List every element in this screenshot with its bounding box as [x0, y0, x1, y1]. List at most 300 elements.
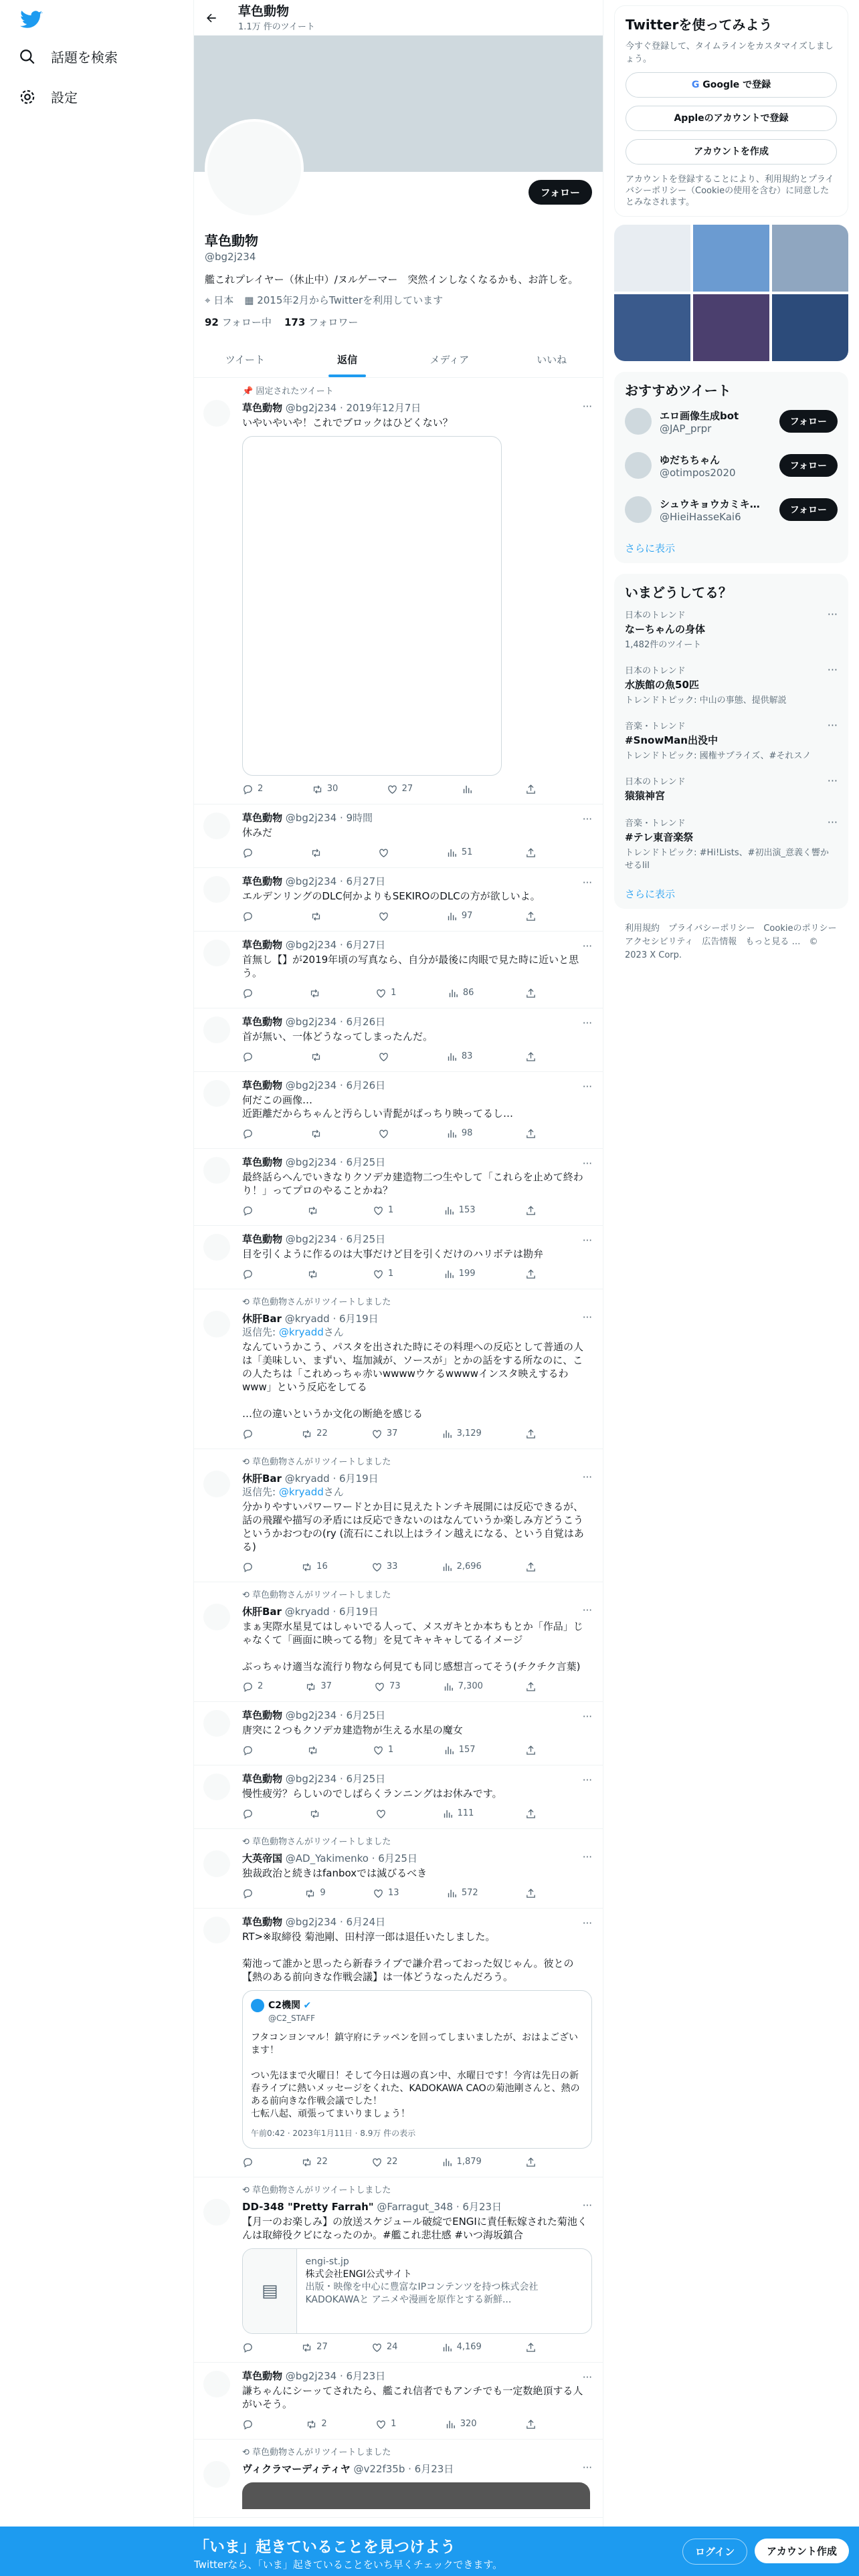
author-name[interactable]: 草色動物 [242, 1233, 283, 1245]
tweet-item[interactable] [194, 1226, 603, 1289]
tweet-date[interactable]: 2019年12月7日 [346, 402, 421, 414]
recommended-user[interactable] [625, 488, 838, 532]
avatar[interactable] [203, 1234, 230, 1261]
views-button[interactable] [444, 1743, 476, 1757]
like-button[interactable] [375, 1807, 391, 1820]
like-button[interactable] [371, 2155, 398, 2169]
reply-button[interactable] [242, 1267, 258, 1281]
more-options-icon[interactable]: ··· [582, 1311, 592, 1323]
media-thumb[interactable] [693, 225, 769, 292]
author-name[interactable]: 草色動物 [242, 939, 283, 951]
follow-user-button[interactable]: フォロー [779, 410, 838, 433]
tweet-item[interactable] [194, 1829, 603, 1909]
retweet-button[interactable] [309, 1807, 324, 1820]
share-button[interactable] [525, 1680, 537, 1693]
tweet-date[interactable]: 6月23日 [462, 2201, 502, 2213]
reply-button[interactable] [242, 1127, 258, 1140]
author-name[interactable]: 草色動物 [242, 812, 283, 824]
follow-user-button[interactable]: フォロー [779, 454, 838, 477]
tweet-item[interactable] [194, 2440, 603, 2518]
tweet-actions [242, 846, 537, 859]
avatar[interactable] [203, 1311, 230, 1337]
replying-to-suffix: さん [323, 1326, 344, 1338]
avatar[interactable] [203, 1774, 230, 1800]
tweet-item[interactable] [194, 379, 603, 804]
views-button[interactable] [446, 1050, 473, 1063]
avatar[interactable] [203, 400, 230, 427]
avatar[interactable] [203, 1016, 230, 1043]
like-button[interactable] [373, 1267, 393, 1281]
retweet-icon [310, 1128, 322, 1140]
like-button[interactable] [375, 986, 396, 1000]
tweet-date[interactable]: 6月25日 [346, 1156, 386, 1168]
media-thumb[interactable] [693, 294, 769, 361]
retweet-button[interactable] [310, 846, 326, 859]
pinned-label [242, 385, 592, 399]
tweet-date[interactable]: 6月26日 [346, 1016, 386, 1028]
author-handle: @bg2j234 [285, 1773, 337, 1785]
retweet-button[interactable] [310, 909, 326, 923]
reply-icon [242, 1051, 254, 1063]
tweet-date[interactable]: 6月19日 [339, 1473, 379, 1485]
login-button[interactable]: ログイン [682, 2539, 747, 2565]
author-name[interactable]: 草色動物 [242, 1079, 283, 1091]
author-name[interactable]: 草色動物 [242, 1916, 283, 1928]
author-name[interactable]: 休肝Bar [242, 1313, 282, 1325]
more-options-icon[interactable]: ··· [582, 1604, 592, 1616]
retweet-button[interactable] [301, 1560, 328, 1574]
signup-button[interactable]: アカウント作成 [755, 2539, 849, 2563]
tab-likes[interactable]: いいね [537, 354, 567, 366]
reply-button[interactable] [242, 1427, 258, 1440]
retweet-context [242, 2446, 592, 2460]
more-options-icon[interactable]: ··· [582, 1017, 592, 1029]
avatar[interactable] [203, 940, 230, 966]
tweet-actions [242, 1560, 537, 1574]
heart-icon [373, 1269, 384, 1280]
reply-button[interactable] [242, 2155, 258, 2169]
retweet-button[interactable] [307, 1743, 322, 1757]
tweet-date[interactable]: 6月25日 [346, 1709, 386, 1721]
tweet-text: いやいやいや！これでブロックはひどくない？ [242, 417, 453, 429]
share-button[interactable] [525, 1267, 537, 1281]
apple-signup-button[interactable] [626, 106, 837, 131]
author-handle: @bg2j234 [285, 1709, 337, 1721]
retweet-button[interactable] [309, 986, 324, 1000]
reply-icon [242, 911, 254, 922]
retweet-context [242, 1836, 592, 1849]
tweet-date[interactable]: 6月25日 [378, 1852, 417, 1864]
share-button[interactable] [525, 986, 537, 1000]
article-icon: ▤ [261, 2281, 278, 2301]
reply-icon [242, 2157, 254, 2168]
tweet-actions [242, 1887, 537, 1900]
twitter-bird-icon[interactable] [20, 8, 43, 31]
tab-tweets[interactable]: ツイート [225, 354, 265, 366]
views-button[interactable] [446, 909, 473, 923]
retweet-icon [305, 1681, 316, 1693]
views-button[interactable] [442, 2341, 482, 2354]
analytics-icon [444, 1745, 455, 1756]
tweet-date[interactable]: 6月25日 [346, 1233, 386, 1245]
tweet-image[interactable] [242, 436, 502, 776]
tweet-item[interactable] [194, 1909, 603, 2177]
reply-button[interactable] [242, 909, 258, 923]
retweet-icon: ⟲ [242, 2185, 253, 2195]
more-options-icon[interactable]: ··· [582, 877, 592, 889]
trend-item[interactable] [625, 601, 838, 657]
author-name[interactable]: 草色動物 [242, 1709, 283, 1721]
tweet-header [242, 1709, 592, 1722]
share-button[interactable] [525, 909, 537, 923]
trend-name: #SnowMan出没中 [625, 734, 718, 746]
tweet-actions [242, 1267, 537, 1281]
quoted-tweet[interactable] [242, 1990, 592, 2149]
more-options-icon[interactable]: ··· [582, 401, 592, 413]
back-arrow-icon[interactable] [205, 11, 218, 25]
avatar[interactable] [203, 876, 230, 903]
like-button[interactable] [371, 1427, 398, 1440]
reply-button[interactable] [242, 2418, 258, 2431]
author-name[interactable]: 草色動物 [242, 875, 283, 887]
recommended-user[interactable] [625, 399, 838, 443]
replying-to-handle[interactable]: @kryadd [278, 1486, 324, 1498]
tweet-image[interactable] [242, 2482, 590, 2509]
tweet-item[interactable] [194, 2177, 603, 2363]
reply-button[interactable] [242, 1050, 258, 1063]
tweet-text: 最終話らへんでいきなりクソデカ建造物二つ生やして「これらを止めて終わり！」ってプロのやることかね？ [242, 1171, 583, 1196]
reply-button[interactable] [242, 2341, 258, 2354]
views-button[interactable] [448, 986, 474, 1000]
footer-links[interactable]: 利用規約 プライバシーポリシー Cookieのポリシー アクセシビリティ 広告情報 もっと見る … © 2023 X Corp. [625, 924, 846, 960]
views-button[interactable] [446, 1127, 473, 1140]
tweet-item[interactable] [194, 1765, 603, 1829]
share-button[interactable] [525, 782, 537, 796]
google-signup-button[interactable] [626, 72, 837, 98]
more-options-icon[interactable]: ··· [827, 774, 838, 787]
share-icon [525, 1562, 537, 1573]
share-button[interactable] [525, 1887, 537, 1900]
retweet-button[interactable] [301, 2155, 328, 2169]
more-options-icon[interactable]: ··· [582, 2199, 592, 2212]
share-button[interactable] [525, 1204, 537, 1217]
tweet-item[interactable] [194, 1072, 603, 1149]
views-button[interactable] [446, 846, 473, 859]
share-button[interactable] [525, 1127, 537, 1140]
pin-icon: 📌 [242, 387, 256, 397]
tweet-date[interactable]: 6月23日 [414, 2463, 454, 2475]
replying-to-handle[interactable]: @kryadd [278, 1326, 324, 1338]
retweet-context-text: 草色動物さんがリツイートしました [252, 1297, 391, 1307]
separator: · [453, 2201, 463, 2213]
avatar[interactable] [203, 2461, 230, 2488]
author-name[interactable]: 休肝Bar [242, 1473, 282, 1485]
retweet-button[interactable] [306, 2418, 326, 2431]
user-avatar[interactable] [625, 496, 652, 523]
tweet-item[interactable] [194, 932, 603, 1008]
retweet-button[interactable] [305, 1680, 332, 1693]
tweet-item[interactable] [194, 1449, 603, 1582]
separator: · [337, 1079, 347, 1091]
like-button[interactable] [378, 909, 393, 923]
author-name[interactable]: DD-348 "Pretty Farrah" [242, 2201, 374, 2213]
more-options-icon[interactable]: ··· [827, 663, 838, 676]
media-thumb[interactable] [772, 294, 848, 361]
tweet-text: 休みだ [242, 827, 273, 839]
avatar[interactable] [203, 1917, 230, 1943]
avatar[interactable] [203, 1710, 230, 1737]
retweet-button[interactable] [301, 1427, 328, 1440]
tweet-header [242, 2462, 592, 2476]
tweet-item[interactable] [194, 868, 603, 932]
follow-button[interactable]: フォロー [529, 180, 592, 205]
author-name[interactable]: 草色動物 [242, 1156, 283, 1168]
reply-button[interactable] [242, 1887, 258, 1900]
replying-to-prefix: 返信先: [242, 1326, 279, 1338]
more-options-icon[interactable]: ··· [582, 1471, 592, 1483]
tweet-text: エルデンリングのDLC何かよりもSEKIROのDLCの方が欲しいよ。 [242, 890, 541, 902]
like-button[interactable] [378, 1127, 393, 1140]
author-handle: @AD_Yakimenko [285, 1852, 369, 1864]
retweet-button[interactable] [307, 1204, 322, 1217]
media-thumb[interactable] [772, 225, 848, 292]
more-options-icon[interactable]: ··· [582, 1158, 592, 1170]
trend-item[interactable] [625, 809, 838, 877]
trend-category: 音楽・トレンド [625, 819, 686, 829]
views-count: 157 [458, 1745, 476, 1755]
separator: · [337, 875, 347, 887]
tweet-actions [242, 1807, 537, 1820]
reply-button[interactable] [242, 1560, 258, 1574]
retweet-button[interactable] [301, 2341, 328, 2354]
more-options-icon[interactable]: ··· [582, 940, 592, 952]
analytics-icon [446, 1051, 458, 1063]
avatar[interactable] [203, 2371, 230, 2397]
followers-link[interactable] [284, 316, 358, 328]
author-name[interactable]: 大英帝国 [242, 1852, 283, 1864]
analytics-icon [442, 1428, 453, 1440]
tweet-date[interactable]: 6月19日 [339, 1313, 379, 1325]
share-button[interactable] [525, 1560, 537, 1574]
join-date [244, 293, 443, 307]
like-button[interactable] [374, 1680, 401, 1693]
quoted-text: フタコンヨンマル！鎮守府にテッペンを回ってしまいましたが、おはよございます！ つい先ほまで火曜日！そして今日は週の真ン中、水曜日です！今宵は先日の新春ライブに熱いメッセージをくれた、KADOKAWA CAOの菊池剛さんと、熱のある前向きな作戦会議でした！ 七転八起、頑張ってまいりましょう！ [251, 2032, 580, 2119]
author-name[interactable]: 草色動物 [242, 402, 283, 414]
profile-handle: @bg2j234 [205, 251, 256, 263]
share-button[interactable] [525, 2341, 537, 2354]
views-button[interactable] [446, 1887, 478, 1900]
more-options-icon[interactable]: ··· [582, 1081, 592, 1093]
reply-button[interactable] [242, 986, 258, 1000]
like-button[interactable] [371, 2341, 398, 2354]
link-title: 株式会社ENGI公式サイト [305, 2269, 412, 2280]
share-button[interactable] [525, 846, 537, 859]
nav-explore[interactable] [19, 47, 118, 66]
avatar[interactable] [203, 1471, 230, 1497]
tweet-item[interactable] [194, 1289, 603, 1449]
tweet-date[interactable]: 6月25日 [346, 1773, 386, 1785]
trends-show-more[interactable]: さらに表示 [625, 888, 676, 900]
author-name[interactable]: 草色動物 [242, 2370, 283, 2382]
tweet-date[interactable]: 6月19日 [339, 1606, 379, 1618]
trend-item[interactable] [625, 657, 838, 712]
views-button[interactable] [444, 1267, 476, 1281]
more-options-icon[interactable]: ··· [582, 1774, 592, 1786]
location-icon: ⌖ [205, 294, 214, 306]
more-options-icon[interactable]: ··· [827, 719, 838, 732]
author-name[interactable]: 草色動物 [242, 1773, 283, 1785]
more-options-icon[interactable]: ··· [827, 816, 838, 829]
share-button[interactable] [525, 1807, 537, 1820]
media-thumb[interactable] [614, 225, 690, 292]
tweet-date[interactable]: 9時間 [346, 812, 373, 824]
more-options-icon[interactable]: ··· [582, 2462, 592, 2474]
author-name[interactable]: 休肝Bar [242, 1606, 282, 1618]
views-button[interactable] [444, 1204, 476, 1217]
like-button[interactable] [378, 846, 393, 859]
avatar[interactable] [203, 1604, 230, 1630]
like-button[interactable] [375, 2418, 396, 2431]
following-link[interactable] [205, 316, 272, 328]
reply-button[interactable] [242, 1807, 258, 1820]
reply-icon [242, 1269, 254, 1280]
like-button[interactable] [378, 1050, 393, 1063]
follow-user-button[interactable]: フォロー [779, 498, 838, 521]
views-count: 111 [457, 1808, 474, 1818]
analytics-icon [448, 988, 459, 999]
views-button[interactable] [442, 1560, 482, 1574]
like-button[interactable] [373, 1887, 399, 1900]
author-name[interactable]: ヴィクラマーディティヤ [242, 2463, 351, 2475]
more-options-icon[interactable]: ··· [582, 1851, 592, 1863]
heart-icon [371, 2342, 383, 2353]
trends-title: いまどうしてる？ [625, 584, 732, 601]
tweet-date[interactable]: 6月23日 [346, 2370, 386, 2382]
recommended-user[interactable] [625, 443, 838, 488]
link-card[interactable] [242, 2248, 592, 2334]
tweet-actions [242, 2155, 537, 2169]
trend-item[interactable] [625, 768, 838, 809]
reply-button[interactable] [242, 1204, 258, 1217]
tweet-text: 【月一のお楽しみ】の放送スケジュール破綻でENGIに責任転嫁された菊池くんは取締役クビになったのか。#艦これ悲壮感 #いつ海坂鎮合 [242, 2216, 587, 2241]
create-account-button[interactable]: アカウントを作成 [626, 139, 837, 165]
avatar[interactable] [203, 2199, 230, 2226]
tweet-item[interactable] [194, 1149, 603, 1226]
profile-header-bar [194, 0, 603, 35]
tweet-item[interactable] [194, 1582, 603, 1702]
user-avatar[interactable] [625, 408, 652, 435]
views-count: 97 [461, 911, 473, 921]
retweet-count: 27 [316, 2342, 328, 2352]
tweet-feed [194, 379, 603, 2518]
media-thumb[interactable] [614, 294, 690, 361]
like-button[interactable] [387, 782, 413, 796]
reply-button[interactable] [242, 846, 258, 859]
tweet-header [242, 1156, 592, 1169]
views-button[interactable] [445, 2418, 477, 2431]
retweet-button[interactable] [310, 1050, 326, 1063]
tweet-item[interactable] [194, 2363, 603, 2440]
share-icon [525, 1888, 537, 1899]
recommended-card [614, 372, 848, 563]
trend-meta: 1,482件のツイート [625, 640, 702, 650]
bottom-subtitle: Twitterなら、「いま」起きていることをいち早くチェックできます。 [194, 2559, 503, 2571]
like-button[interactable] [371, 1560, 398, 1574]
follow-stats [205, 315, 593, 329]
tweet-date[interactable]: 6月24日 [346, 1916, 386, 1928]
more-options-icon[interactable]: ··· [582, 2371, 592, 2383]
tab-replies[interactable]: 返信 [296, 342, 399, 377]
views-button[interactable] [442, 1807, 474, 1820]
separator: · [405, 2463, 415, 2475]
tab-media[interactable]: メディア [430, 354, 470, 366]
retweet-button[interactable] [310, 1127, 326, 1140]
tweet-item[interactable] [194, 1702, 603, 1765]
author-name[interactable]: 草色動物 [242, 1016, 283, 1028]
separator: · [329, 1473, 340, 1485]
more-options-icon[interactable]: ··· [582, 1711, 592, 1723]
tweet-date[interactable]: 6月26日 [346, 1079, 386, 1091]
share-button[interactable] [525, 1743, 537, 1757]
header-profile-name: 草色動物 [238, 4, 290, 19]
tweet-date[interactable]: 6月27日 [346, 875, 386, 887]
avatar[interactable] [203, 1157, 230, 1184]
retweet-button[interactable] [304, 1887, 325, 1900]
user-avatar[interactable] [625, 452, 652, 479]
reply-icon [242, 2342, 254, 2353]
tweet-actions [242, 1743, 537, 1757]
views-count: 572 [461, 1888, 478, 1898]
views-button[interactable] [443, 1680, 483, 1693]
analytics-icon [446, 847, 458, 859]
avatar[interactable] [203, 813, 230, 839]
nav-settings[interactable] [19, 87, 78, 106]
views-button[interactable] [442, 2155, 482, 2169]
share-button[interactable] [525, 2418, 537, 2431]
like-button[interactable] [373, 1204, 393, 1217]
views-count: 83 [461, 1051, 473, 1061]
tweet-text: 慢性疲労？らしいのでしばらくランニングはお休みです。 [242, 1788, 502, 1800]
tweet-text: 目を引くように作るのは大事だけど目を引くだけのハリボテは勘弁 [242, 1248, 544, 1260]
retweet-button[interactable] [307, 1267, 322, 1281]
tweet-item[interactable] [194, 804, 603, 868]
profile-avatar[interactable] [205, 119, 304, 218]
share-button[interactable] [525, 2155, 537, 2169]
more-options-icon[interactable]: ··· [582, 1917, 592, 1929]
reply-button[interactable] [242, 782, 263, 796]
like-button[interactable] [373, 1743, 393, 1757]
share-button[interactable] [525, 1427, 537, 1440]
avatar[interactable] [203, 1850, 230, 1877]
heart-icon [371, 2157, 383, 2168]
views-button[interactable] [462, 782, 477, 796]
more-options-icon[interactable]: ··· [582, 1235, 592, 1247]
reply-button[interactable] [242, 1743, 258, 1757]
tweet-date[interactable]: 6月27日 [346, 939, 386, 951]
tweet-item[interactable] [194, 1008, 603, 1072]
trend-item[interactable] [625, 712, 838, 768]
share-icon [525, 1128, 537, 1140]
retweet-button[interactable] [312, 782, 339, 796]
rec-show-more[interactable]: さらに表示 [625, 542, 676, 554]
share-button[interactable] [525, 1050, 537, 1063]
views-button[interactable] [442, 1427, 482, 1440]
more-options-icon[interactable]: ··· [827, 608, 838, 621]
avatar[interactable] [203, 1080, 230, 1107]
more-options-icon[interactable]: ··· [582, 813, 592, 825]
reply-button[interactable] [242, 1680, 263, 1693]
reply-icon [242, 988, 254, 999]
